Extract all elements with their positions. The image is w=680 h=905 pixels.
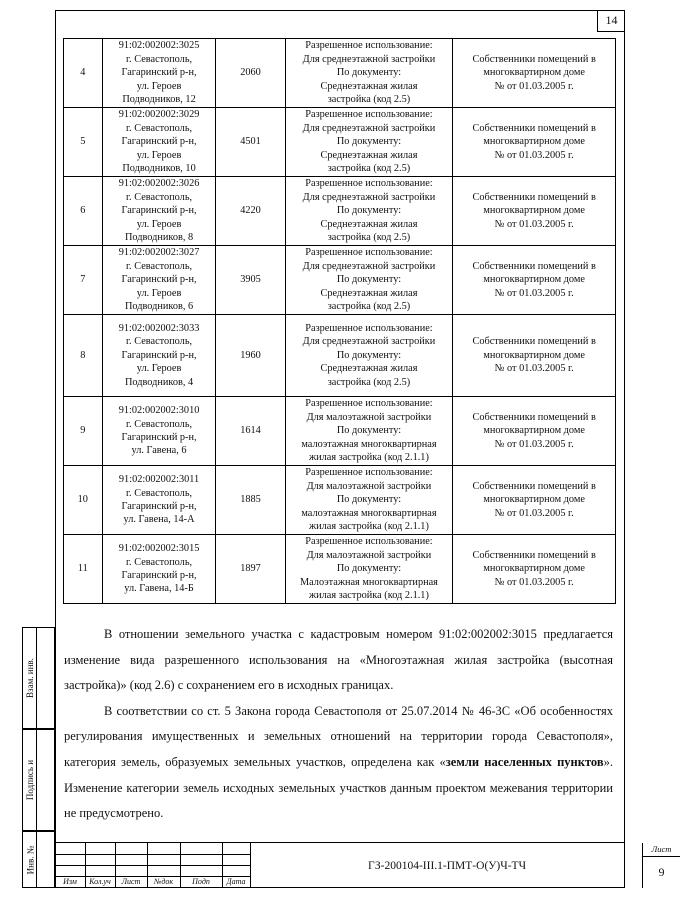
owner-cell: Собственники помещений в многоквартирном доме № от 01.03.2005 г. [453,315,616,397]
row-number: 5 [64,108,103,177]
permitted-use-cell: Разрешенное использование: Для среднеэтажной застройки По документу: Среднеэтажная жилая застройка (код 2.5) [285,108,453,177]
side-label-vzam: Взам. инв. [25,658,36,698]
permitted-use-cell: Разрешенное использование: Для среднеэтажной застройки По документу: Среднеэтажная жилая застройка (код 2.5) [285,315,453,397]
row-number: 10 [64,466,103,535]
permitted-use-cell: Разрешенное использование: Для среднеэтажной застройки По документу: Среднеэтажная жилая застройка (код 2.5) [285,39,453,108]
side-box-vzam [22,627,55,729]
paragraph-2-end: ». Изменение категории земель исходных земельных участков данным проектом межевания территории не предусмотрено. [64,754,613,821]
table-row [64,108,616,177]
table-row [64,397,616,466]
owner-cell: Собственники помещений в многоквартирном доме № от 01.03.2005 г. [453,177,616,246]
side-label-inv: Инв. № [25,845,35,874]
owner-cell: Собственники помещений в многоквартирном доме № от 01.03.2005 г. [453,108,616,177]
side-box-inv [22,831,55,888]
row-number: 11 [64,535,103,604]
paragraph-2 [64,699,613,827]
owner-cell: Собственники помещений в многоквартирном доме № от 01.03.2005 г. [453,39,616,108]
area-cell: 1897 [216,535,285,604]
cadastral-address-cell: 91:02:002002:3029 г. Севастополь, Гагаринский р-н, ул. Героев Подводников, 10 [102,108,216,177]
area-cell: 1885 [216,466,285,535]
owner-cell: Собственники помещений в многоквартирном доме № от 01.03.2005 г. [453,397,616,466]
owner-cell: Собственники помещений в многоквартирном доме № от 01.03.2005 г. [453,246,616,315]
table-row [64,315,616,397]
paragraph-1: В отношении земельного участка с кадастровым номером 91:02:002002:3015 предлагается изменение вида разрешенного использования на «Многоэтажная жилая застройка (высотная застройка)» (код 2.6) с сохранением его в исходных границах. [64,627,613,693]
table-row [64,177,616,246]
sheet-cell [642,843,680,888]
area-cell: 3905 [216,246,285,315]
owner-cell: Собственники помещений в многоквартирном доме № от 01.03.2005 г. [453,535,616,604]
stamp-header: Дата [226,877,246,886]
paragraph-2-bold: земли населенных пунктов [445,754,604,769]
row-number: 6 [64,177,103,246]
row-number: 7 [64,246,103,315]
cadastral-address-cell: 91:02:002002:3025 г. Севастополь, Гагаринский р-н, ул. Героев Подводников, 12 [102,39,216,108]
title-block [55,842,672,888]
permitted-use-cell: Разрешенное использование: Для малоэтажной застройки По документу: малоэтажная многоквартирная жилая застройка (код 2.1.1) [285,466,453,535]
sheet-number: 9 [658,865,665,879]
page-number: 14 [597,10,625,32]
cadastral-address-cell: 91:02:002002:3026 г. Севастополь, Гагаринский р-н, ул. Героев Подводников, 8 [102,177,216,246]
permitted-use-cell: Разрешенное использование: Для малоэтажной застройки По документу: Малоэтажная многоквартирная жилая застройка (код 2.1.1) [285,535,453,604]
side-box-podpis [22,729,55,831]
paragraph-2-start: В соответствии со ст. 5 Закона города Севастополя от 25.07.2014 № 46-ЗС «Об особенностях регулирования имущественных и земельных отношений на территории города Севастополя», категория земель, образуемых земельных участков, определена как « [64,703,613,769]
cadastral-address-cell: 91:02:002002:3015 г. Севастополь, Гагаринский р-н, ул. Гавена, 14-Б [102,535,216,604]
row-number: 4 [64,39,103,108]
permitted-use-cell: Разрешенное использование: Для среднеэтажной застройки По документу: Среднеэтажная жилая застройка (код 2.5) [285,246,453,315]
stamp-header: Кол.уч [89,877,111,886]
land-plots-table [63,38,616,604]
area-cell: 1960 [216,315,285,397]
row-number: 9 [64,397,103,466]
area-cell: 4220 [216,177,285,246]
table-row [64,39,616,108]
side-label-podpis: Подпись и [25,759,35,801]
cadastral-address-cell: 91:02:002002:3027 г. Севастополь, Гагаринский р-н, ул. Героев Подводников, 6 [102,246,216,315]
area-cell: 1614 [216,397,285,466]
permitted-use-cell: Разрешенное использование: Для малоэтажной застройки По документу: малоэтажная многоквартирная жилая застройка (код 2.1.1) [285,397,453,466]
sheet-label: Лист [643,843,680,857]
table-row [64,535,616,604]
permitted-use-cell: Разрешенное использование: Для среднеэтажной застройки По документу: Среднеэтажная жилая застройка (код 2.5) [285,177,453,246]
area-cell: 2060 [216,39,285,108]
stamp-header: Подп [192,877,210,886]
body-text [64,622,613,827]
revision-grid [55,843,250,888]
table-row [64,466,616,535]
table-row [64,246,616,315]
document-id: ГЗ-200104-III.1-ПМТ-О(У)Ч-ТЧ [250,843,643,888]
owner-cell: Собственники помещений в многоквартирном доме № от 01.03.2005 г. [453,466,616,535]
area-cell: 4501 [216,108,285,177]
stamp-header: Лист [121,877,141,886]
row-number: 8 [64,315,103,397]
stamp-header: Изм [63,877,77,886]
cadastral-address-cell: 91:02:002002:3033 г. Севастополь, Гагаринский р-н, ул. Героев Подводников, 4 [102,315,216,397]
cadastral-address-cell: 91:02:002002:3011 г. Севастополь, Гагаринский р-н, ул. Гавена, 14-А [102,466,216,535]
stamp-header: №док [153,877,174,886]
cadastral-address-cell: 91:02:002002:3010 г. Севастополь, Гагаринский р-н, ул. Гавена, 6 [102,397,216,466]
